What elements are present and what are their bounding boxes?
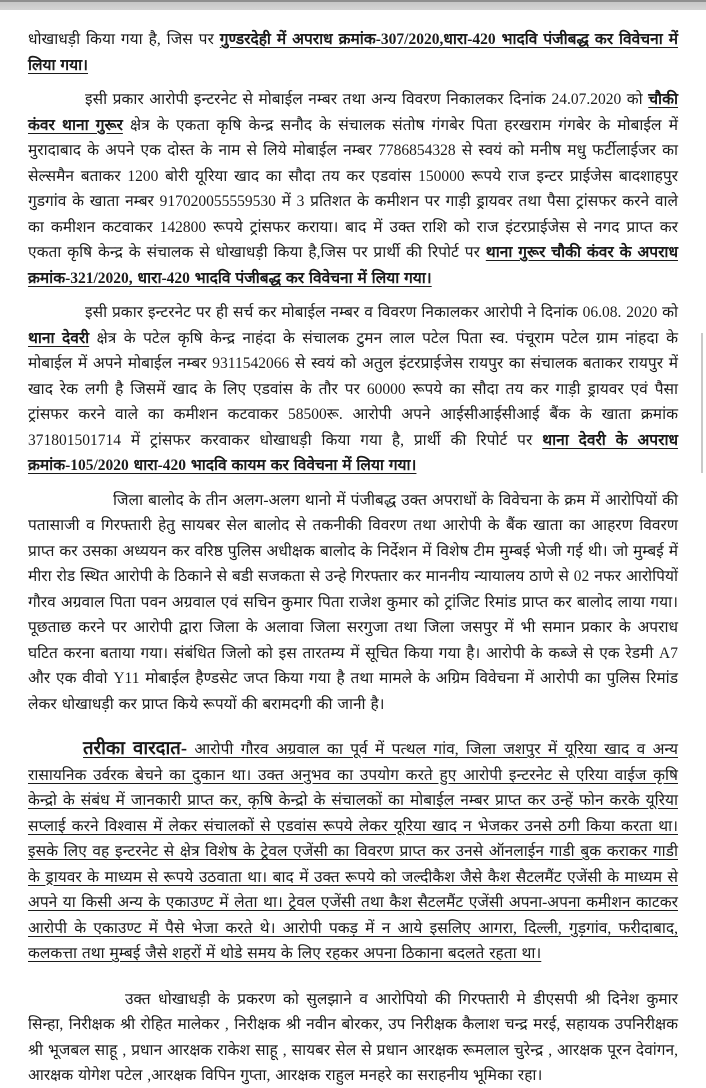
paragraph-modus-operandi [28, 737, 678, 967]
text-run: क्षेत्र के एकता कृषि केन्द्र सनौद के संचालक संतोष गंगबेर पिता हरखराम गंगबेर के मोबाईल में मुरादाबाद के अपने एक दोस्त के नाम से लिये मोबाईल नम्बर 7786854328 से स्वयं को मनीष मधु फर्टीलाईजर का सेल्समैन बताकर 1200 बोरी यूरिया खाद का सौदा तय कर एडवांस 150000 रूपये राज इन्टर प्राईजेस बादशाहपुर गुडगांव के खाता नम्बर 917020055559530 में 3 प्रतिशत के कमीशन पर गाड़ी ड्रायवर तथा पैसा ट्रांसफर करने वाले का कमीशन कटवाकर 142800 रूपये ट्रांसफर कराया। बाद में उक्त राशि को राज इंटरप्राईजेस से नगद प्राप्त कर एकता कृषि केन्द्र के संचालक से धोखाधड़ी किया है,जिस पर प्रार्थी की रिपोर्ट पर [28, 116, 678, 261]
text-run: क्षेत्र के पटेल कृषि केन्द्र नाहंदा के संचालक टुमन लाल पटेल पिता स्व. पंचूराम पटेल ग्राम नांहदा के मोबाईल में अपने मोबाईल नम्बर 9311542066 से स्वयं को अतुल इंटरप्राईजेस रायपुर का संचालक बताकर रायपुर में खाद रेक लगी है जिसमें खाद के लिए एडवांस के तौर पर 60000 रूपये का सौदा तय कर गाड़ी ड्रायवर एवं पैसा ट्रांसफर करने वाले का कमीशन कटवाकर 58500रू. आरोपी अपने आईसीआईसीआई बैंक के खाता क्रमांक 371801501714 में ट्रांसफर करवाकर धोखाधड़ी किया गया है, प्रार्थी की रिपोर्ट पर [28, 329, 678, 449]
case-number-highlight: थाना देवरी [28, 329, 90, 347]
text-run: इसी प्रकार इन्टरनेट पर ही सर्च कर मोबाईल नम्बर व विवरण निकालकर आरोपी ने दिनांक 06.08. 2020 को [85, 304, 678, 321]
case-number-highlight: चौकी कंवर थाना गुरूर [28, 91, 678, 134]
modus-operandi-heading: तरीका वारदात- [83, 739, 187, 759]
case-number-highlight: थाना देवरी के अपराध क्रमांक-105/2020 धारा-420 भादवि कायम कर विवेचना में लिया गया। [28, 431, 679, 474]
scan-top-edge [0, 0, 706, 10]
paragraph-investigation-arrest [28, 488, 678, 718]
underlined-run: आरोपी गौरव अग्रवाल का पूर्व में पत्थल गांव, जिला जशपुर में यूरिया खाद व अन्य रासायनिक उर्वरक बेचने का दुकान था। उक्त अनुभव का उपयोग करते हुए आरोपी इन्टरनेट से एरिया वाईज कृषि केन्द्रो के संबंध में जानकारी प्राप्त कर, कृषि केन्द्रो के संचालकों का मोबाईल नम्बर प्राप्त कर उन्हें फोन करके यूरिया सप्लाई करने विश्वास में लेकर संचालकों से एडवांस रूपये लेकर यूरिया खाद न भेजकर उनसे ठगी किया करता था। इसके लिए वह इन्टरनेट से क्षेत्र विशेष के ट्रेवल एजेंसी का विवरण प्राप्त कर उनसे ऑनलाईन गाडी बुक कराकर गाडी के ड्रायवर के माध्यम से रूपये उठवाता था। बाद में उक्त रूपये को जल्दीकैश जैसे कैश सैटलमैंट एजेंसी के माध्यम से अपने या किसी अन्य के एकाउण्ट में लेता था। ट्रेवल एजेंसी तथा कैश सैटलमैंट एजेंसी अपना-अपना कमीशन काटकर आरोपी के एकाउण्ट में पैसे भेजा करते थे। आरोपी पकड़ में न आये इसलिए आगरा, दिल्ली, गुड़गांव, फरीदाबाद, कलकत्ता तथा मुम्बई जैसे शहरों में थोडे समय के लिए रहकर अपना ठिकाना बदलते रहता था। [28, 741, 678, 962]
text-run: इसी प्रकार आरोपी इन्टरनेट से मोबाईल नम्बर तथा अन्य विवरण निकालकर दिनांक 24.07.2020 को [85, 91, 649, 108]
text-run: धोखाधड़ी किया गया है, जिस पर [28, 31, 220, 48]
case-number-highlight: थाना गुरूर चौकी कंवर के अपराध क्रमांक-321/2020, धारा-420 भादवि पंजीबद्ध कर विवेचना में लिया गया। [28, 244, 678, 287]
paragraph-team-credits [28, 987, 678, 1088]
paragraph-devri-case [28, 300, 678, 479]
paragraph-gurur-kanwar-case [28, 87, 678, 291]
case-number-highlight: गुण्डरदेही में अपराध क्रमांक-307/2020,धारा-420 भादवि पंजीबद्ध कर विवेचना में लिया गया। [28, 31, 678, 74]
paragraph-gundardehi-case [28, 27, 678, 78]
text-run: उक्त धोखाधड़ी के प्रकरण को सुलझाने व आरोपियो की गिरफ्तारी मे डीएसपी श्री दिनेश कुमार सिन्हा, निरीक्षक श्री रोहित मालेकर , निरीक्षक श्री नवीन बोरकर, उप निरीक्षक कैलाश चन्द्र मरई, सहायक उपनिरीक्षक श्री भूजबल साहू , प्रधान आरक्षक राकेश साहू , सायबर सेल से प्रधान आरक्षक रूमलाल चुरेन्द्र , आरक्षक पूरन देवांगन, आरक्षक योगेश पटेल ,आरक्षक विपिन गुप्ता, आरक्षक राहुल मनहरे का सराहनीय भूमिका रहा। [28, 990, 678, 1084]
text-run: जिला बालोद के तीन अलग-अलग थानो में पंजीबद्ध उक्त अपराधों के विवेचना के क्रम में आरोपियों की पतासाजी व गिरफ्तारी हेतु सायबर सेल बालोद से तकनीकी विवरण तथा आरोपी के बैंक खाता का आहरण विवरण प्राप्त कर उसका अध्ययन कर वरिष्ठ पुलिस अधीक्षक बालोद के निर्देशन में विशेष टीम मुम्बई भेजी गई थी। जो मुम्बई में मीरा रोड स्थित आरोपी के ठिकाने से बडी सजकता से उन्हे गिरफ्तार कर माननीय न्यायालय ठाणे से 02 नफर आरोपियों गौरव अग्रवाल पिता पवन अग्रवाल एवं सचिन कुमार पिता राजेश कुमार को ट्रांजिट रिमांड प्राप्त कर बालोद लाया गया। पूछताछ करने पर आरोपी द्वारा जिला के अलावा जिला सरगुजा तथा जिला जसपुर में भी समान प्रकार के अपराध घटित करना बताया गया। संबंधित जिलो को इस तारतम्य में सूचित किया गया है। आरोपी के कब्जे से एक रेडमी A7 और एक वीवो Y11 मोबाईल हैण्डसेट जप्त किया गया है तथा मामले के अग्रिम विवेचना में आरोपी का पुलिस रिमांड लेकर धोखाधड़ी कर प्राप्त किये रूपयों की बरामदगी की जानी है। [28, 491, 678, 713]
scan-edge-artifact [701, 333, 703, 473]
document-body [28, 27, 678, 1088]
